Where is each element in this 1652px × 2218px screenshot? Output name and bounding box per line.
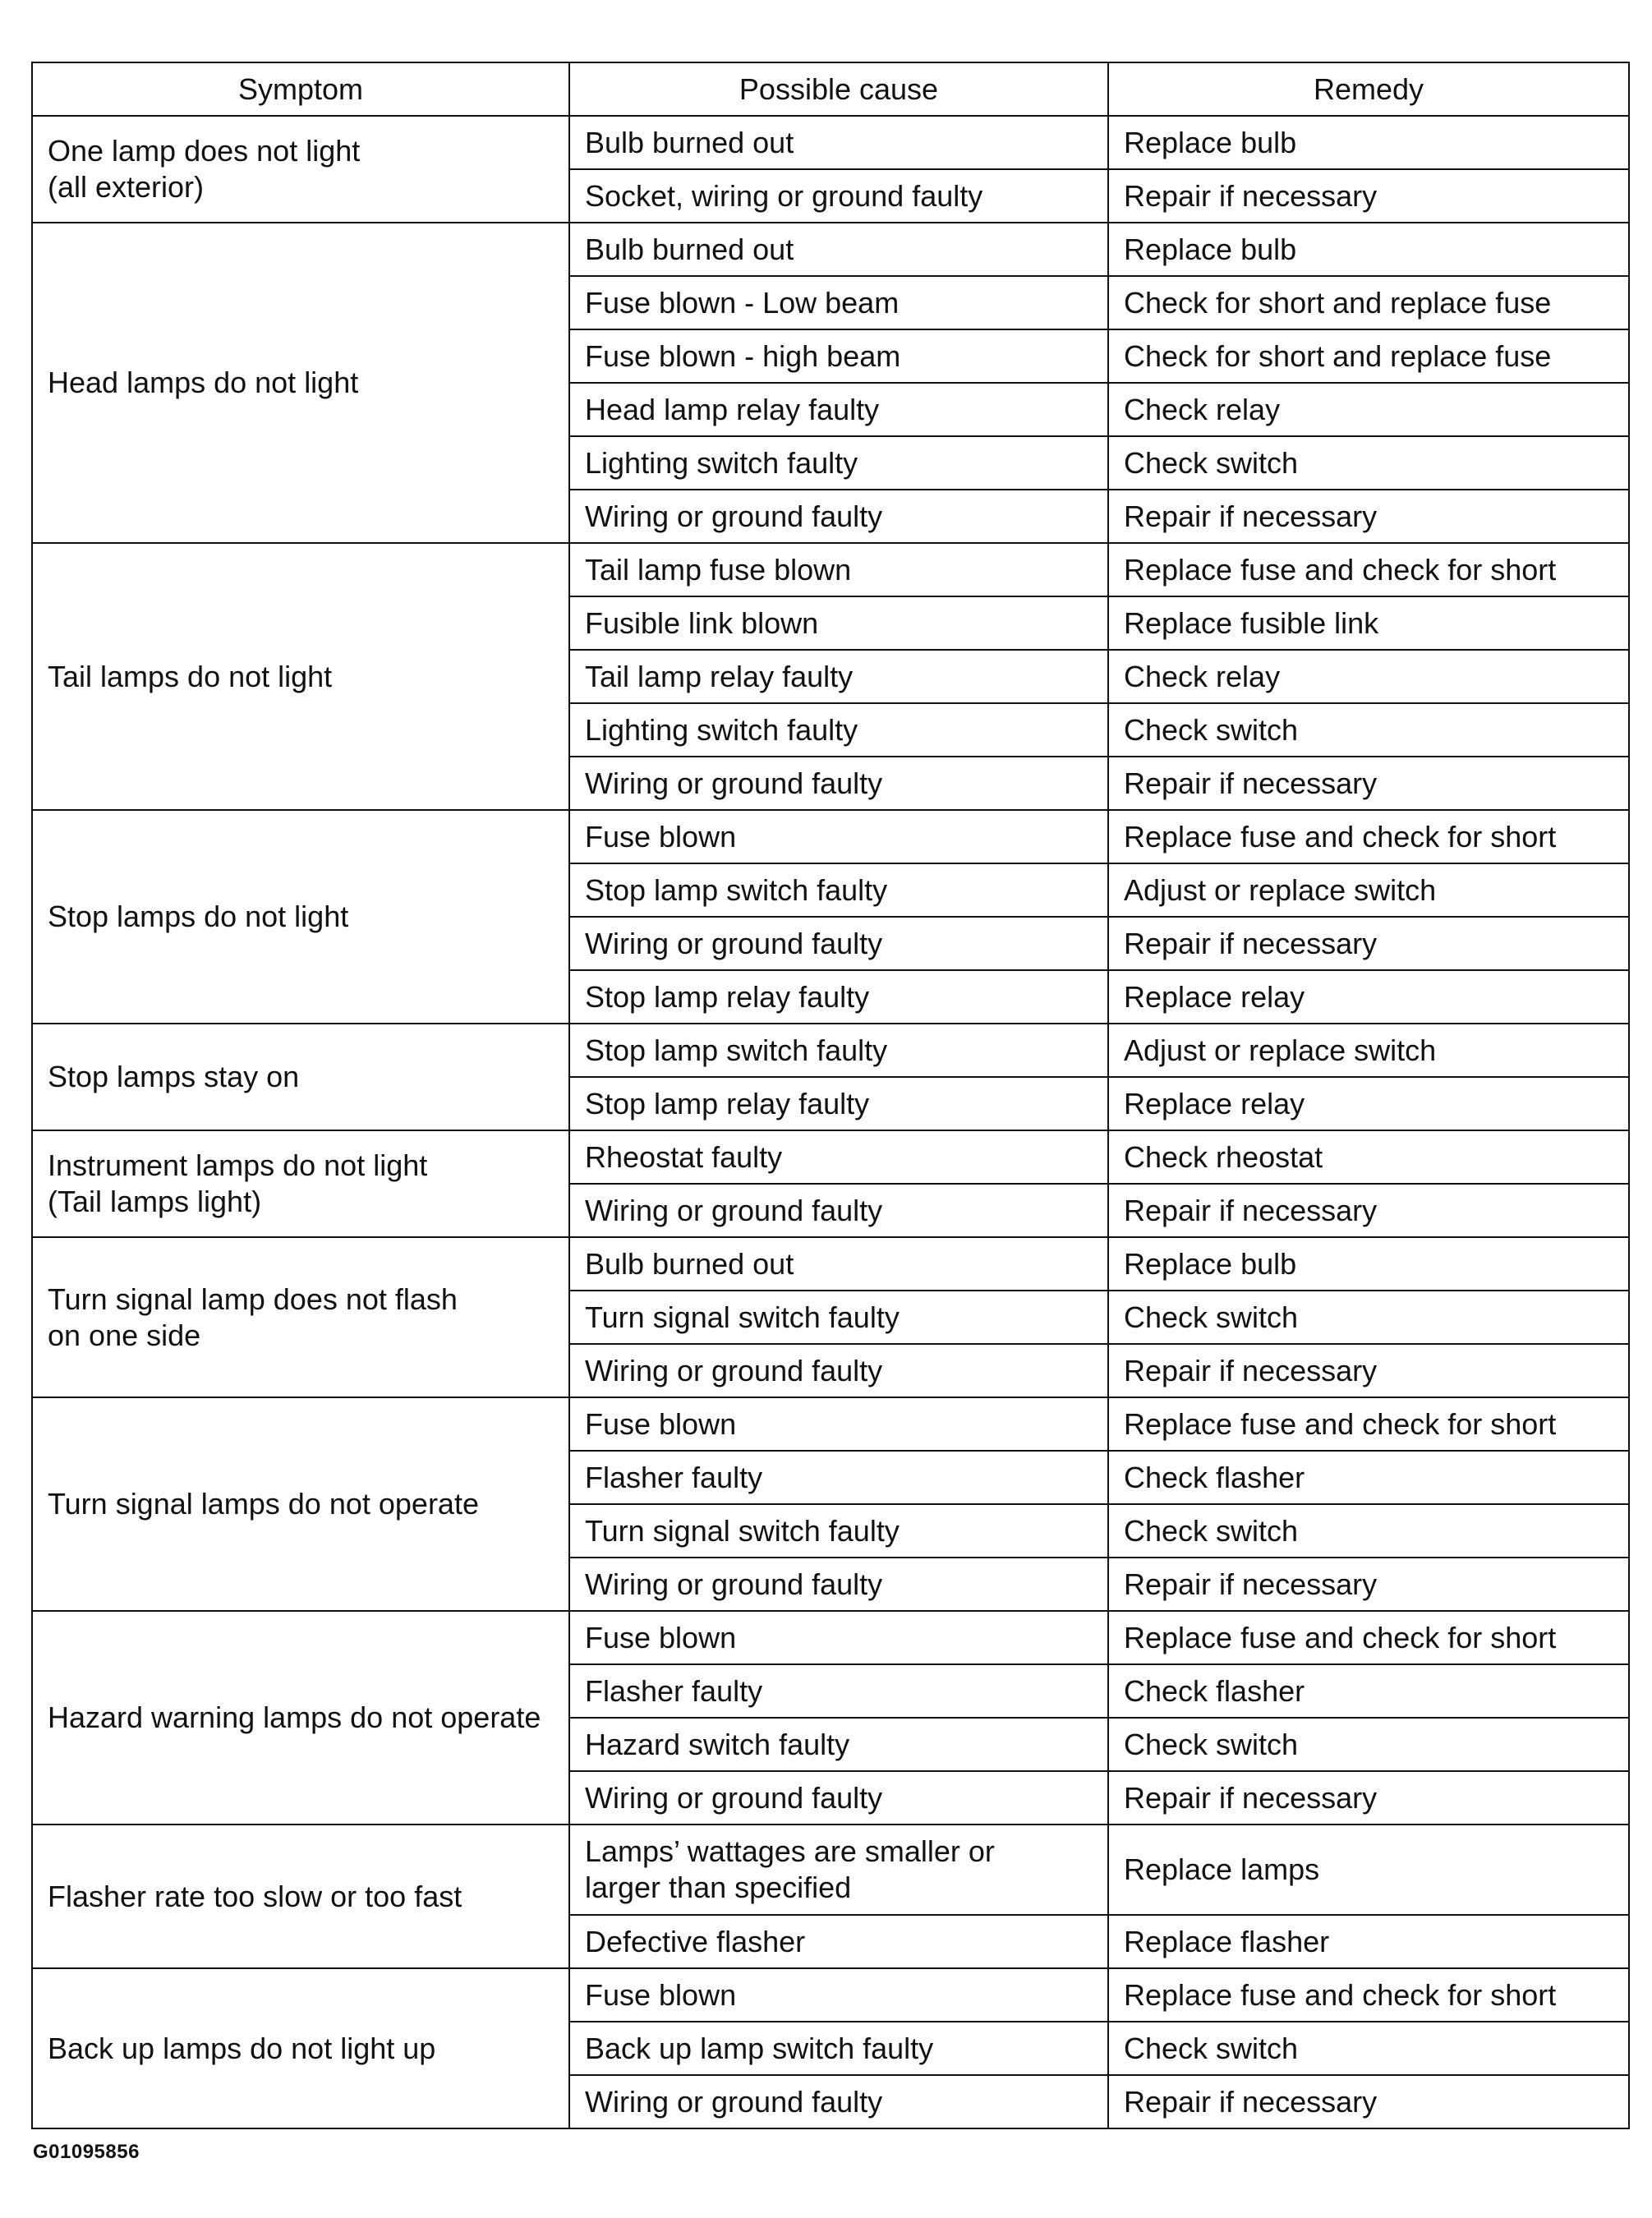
header-symptom: Symptom [32,62,569,116]
remedy-cell: Adjust or replace switch [1108,1024,1629,1077]
cause-cell: Flasher faulty [569,1451,1108,1504]
remedy-cell: Check switch [1108,703,1629,757]
image-code: G01095856 [33,2141,140,2163]
cause-cell: Wiring or ground faulty [569,1771,1108,1825]
remedy-cell: Replace fuse and check for short [1108,810,1629,863]
cause-cell: Fuse blown [569,1968,1108,2022]
cause-cell: Turn signal switch faulty [569,1291,1108,1344]
table-row [32,116,1629,169]
cause-cell: Defective flasher [569,1915,1108,1968]
symptom-cell: One lamp does not light (all exterior) [32,116,569,223]
table-row [32,1968,1629,2022]
cause-cell: Back up lamp switch faulty [569,2022,1108,2075]
cause-cell: Rheostat faulty [569,1130,1108,1184]
cause-cell: Fuse blown [569,810,1108,863]
remedy-cell: Repair if necessary [1108,1558,1629,1611]
table-row [32,1825,1629,1915]
cause-cell: Tail lamp fuse blown [569,543,1108,596]
table-row [32,223,1629,276]
cause-cell: Fuse blown - high beam [569,329,1108,383]
cause-cell: Wiring or ground faulty [569,757,1108,810]
remedy-cell: Check for short and replace fuse [1108,329,1629,383]
remedy-cell: Check switch [1108,436,1629,490]
symptom-cell: Stop lamps do not light [32,810,569,1024]
cause-cell: Lamps’ wattages are smaller or larger than specified [569,1825,1108,1915]
remedy-cell: Replace relay [1108,1077,1629,1130]
cause-cell: Wiring or ground faulty [569,1344,1108,1397]
cause-cell: Head lamp relay faulty [569,383,1108,436]
cause-cell: Lighting switch faulty [569,436,1108,490]
remedy-cell: Check relay [1108,650,1629,703]
cause-cell: Fuse blown - Low beam [569,276,1108,329]
cause-cell: Bulb burned out [569,223,1108,276]
table-row [32,1397,1629,1451]
symptom-cell: Back up lamps do not light up [32,1968,569,2128]
remedy-cell: Check switch [1108,1718,1629,1771]
remedy-cell: Replace bulb [1108,116,1629,169]
remedy-cell: Replace fuse and check for short [1108,1968,1629,2022]
remedy-cell: Repair if necessary [1108,1184,1629,1237]
table-body [32,116,1629,2128]
cause-cell: Fuse blown [569,1611,1108,1664]
cause-cell: Bulb burned out [569,1237,1108,1291]
symptom-cell: Flasher rate too slow or too fast [32,1825,569,1968]
remedy-cell: Repair if necessary [1108,757,1629,810]
cause-cell: Bulb burned out [569,116,1108,169]
cause-cell: Lighting switch faulty [569,703,1108,757]
remedy-cell: Replace fuse and check for short [1108,543,1629,596]
symptom-cell: Head lamps do not light [32,223,569,543]
cause-cell: Wiring or ground faulty [569,2075,1108,2128]
remedy-cell: Replace flasher [1108,1915,1629,1968]
symptom-cell: Hazard warning lamps do not operate [32,1611,569,1825]
cause-cell: Tail lamp relay faulty [569,650,1108,703]
remedy-cell: Check for short and replace fuse [1108,276,1629,329]
cause-cell: Socket, wiring or ground faulty [569,169,1108,223]
header-possible-cause: Possible cause [569,62,1108,116]
cause-cell: Flasher faulty [569,1664,1108,1718]
symptom-cell: Turn signal lamp does not flash on one side [32,1237,569,1397]
table-row [32,1611,1629,1664]
cause-cell: Turn signal switch faulty [569,1504,1108,1558]
cause-cell: Stop lamp switch faulty [569,863,1108,917]
symptom-cell: Instrument lamps do not light (Tail lamps light) [32,1130,569,1237]
remedy-cell: Replace bulb [1108,1237,1629,1291]
table-row [32,1237,1629,1291]
troubleshooting-table [31,62,1630,2129]
remedy-cell: Replace fuse and check for short [1108,1611,1629,1664]
cause-cell: Stop lamp relay faulty [569,970,1108,1024]
cause-cell: Hazard switch faulty [569,1718,1108,1771]
remedy-cell: Check switch [1108,2022,1629,2075]
symptom-cell: Tail lamps do not light [32,543,569,810]
remedy-cell: Adjust or replace switch [1108,863,1629,917]
remedy-cell: Replace lamps [1108,1825,1629,1915]
remedy-cell: Repair if necessary [1108,2075,1629,2128]
remedy-cell: Repair if necessary [1108,490,1629,543]
remedy-cell: Repair if necessary [1108,917,1629,970]
remedy-cell: Replace bulb [1108,223,1629,276]
cause-cell: Wiring or ground faulty [569,917,1108,970]
cause-cell: Wiring or ground faulty [569,490,1108,543]
cause-cell: Fusible link blown [569,596,1108,650]
table-row [32,1130,1629,1184]
remedy-cell: Check switch [1108,1291,1629,1344]
remedy-cell: Repair if necessary [1108,1771,1629,1825]
remedy-cell: Check rheostat [1108,1130,1629,1184]
remedy-cell: Check relay [1108,383,1629,436]
symptom-cell: Stop lamps stay on [32,1024,569,1130]
cause-cell: Stop lamp relay faulty [569,1077,1108,1130]
cause-cell: Fuse blown [569,1397,1108,1451]
symptom-cell: Turn signal lamps do not operate [32,1397,569,1611]
remedy-cell: Repair if necessary [1108,169,1629,223]
header-row [32,62,1629,116]
table-row [32,810,1629,863]
table-header [32,62,1629,116]
table-row [32,543,1629,596]
remedy-cell: Repair if necessary [1108,1344,1629,1397]
remedy-cell: Replace relay [1108,970,1629,1024]
remedy-cell: Check switch [1108,1504,1629,1558]
remedy-cell: Replace fuse and check for short [1108,1397,1629,1451]
cause-cell: Stop lamp switch faulty [569,1024,1108,1077]
table-row [32,1024,1629,1077]
header-remedy: Remedy [1108,62,1629,116]
remedy-cell: Replace fusible link [1108,596,1629,650]
cause-cell: Wiring or ground faulty [569,1558,1108,1611]
remedy-cell: Check flasher [1108,1664,1629,1718]
cause-cell: Wiring or ground faulty [569,1184,1108,1237]
remedy-cell: Check flasher [1108,1451,1629,1504]
